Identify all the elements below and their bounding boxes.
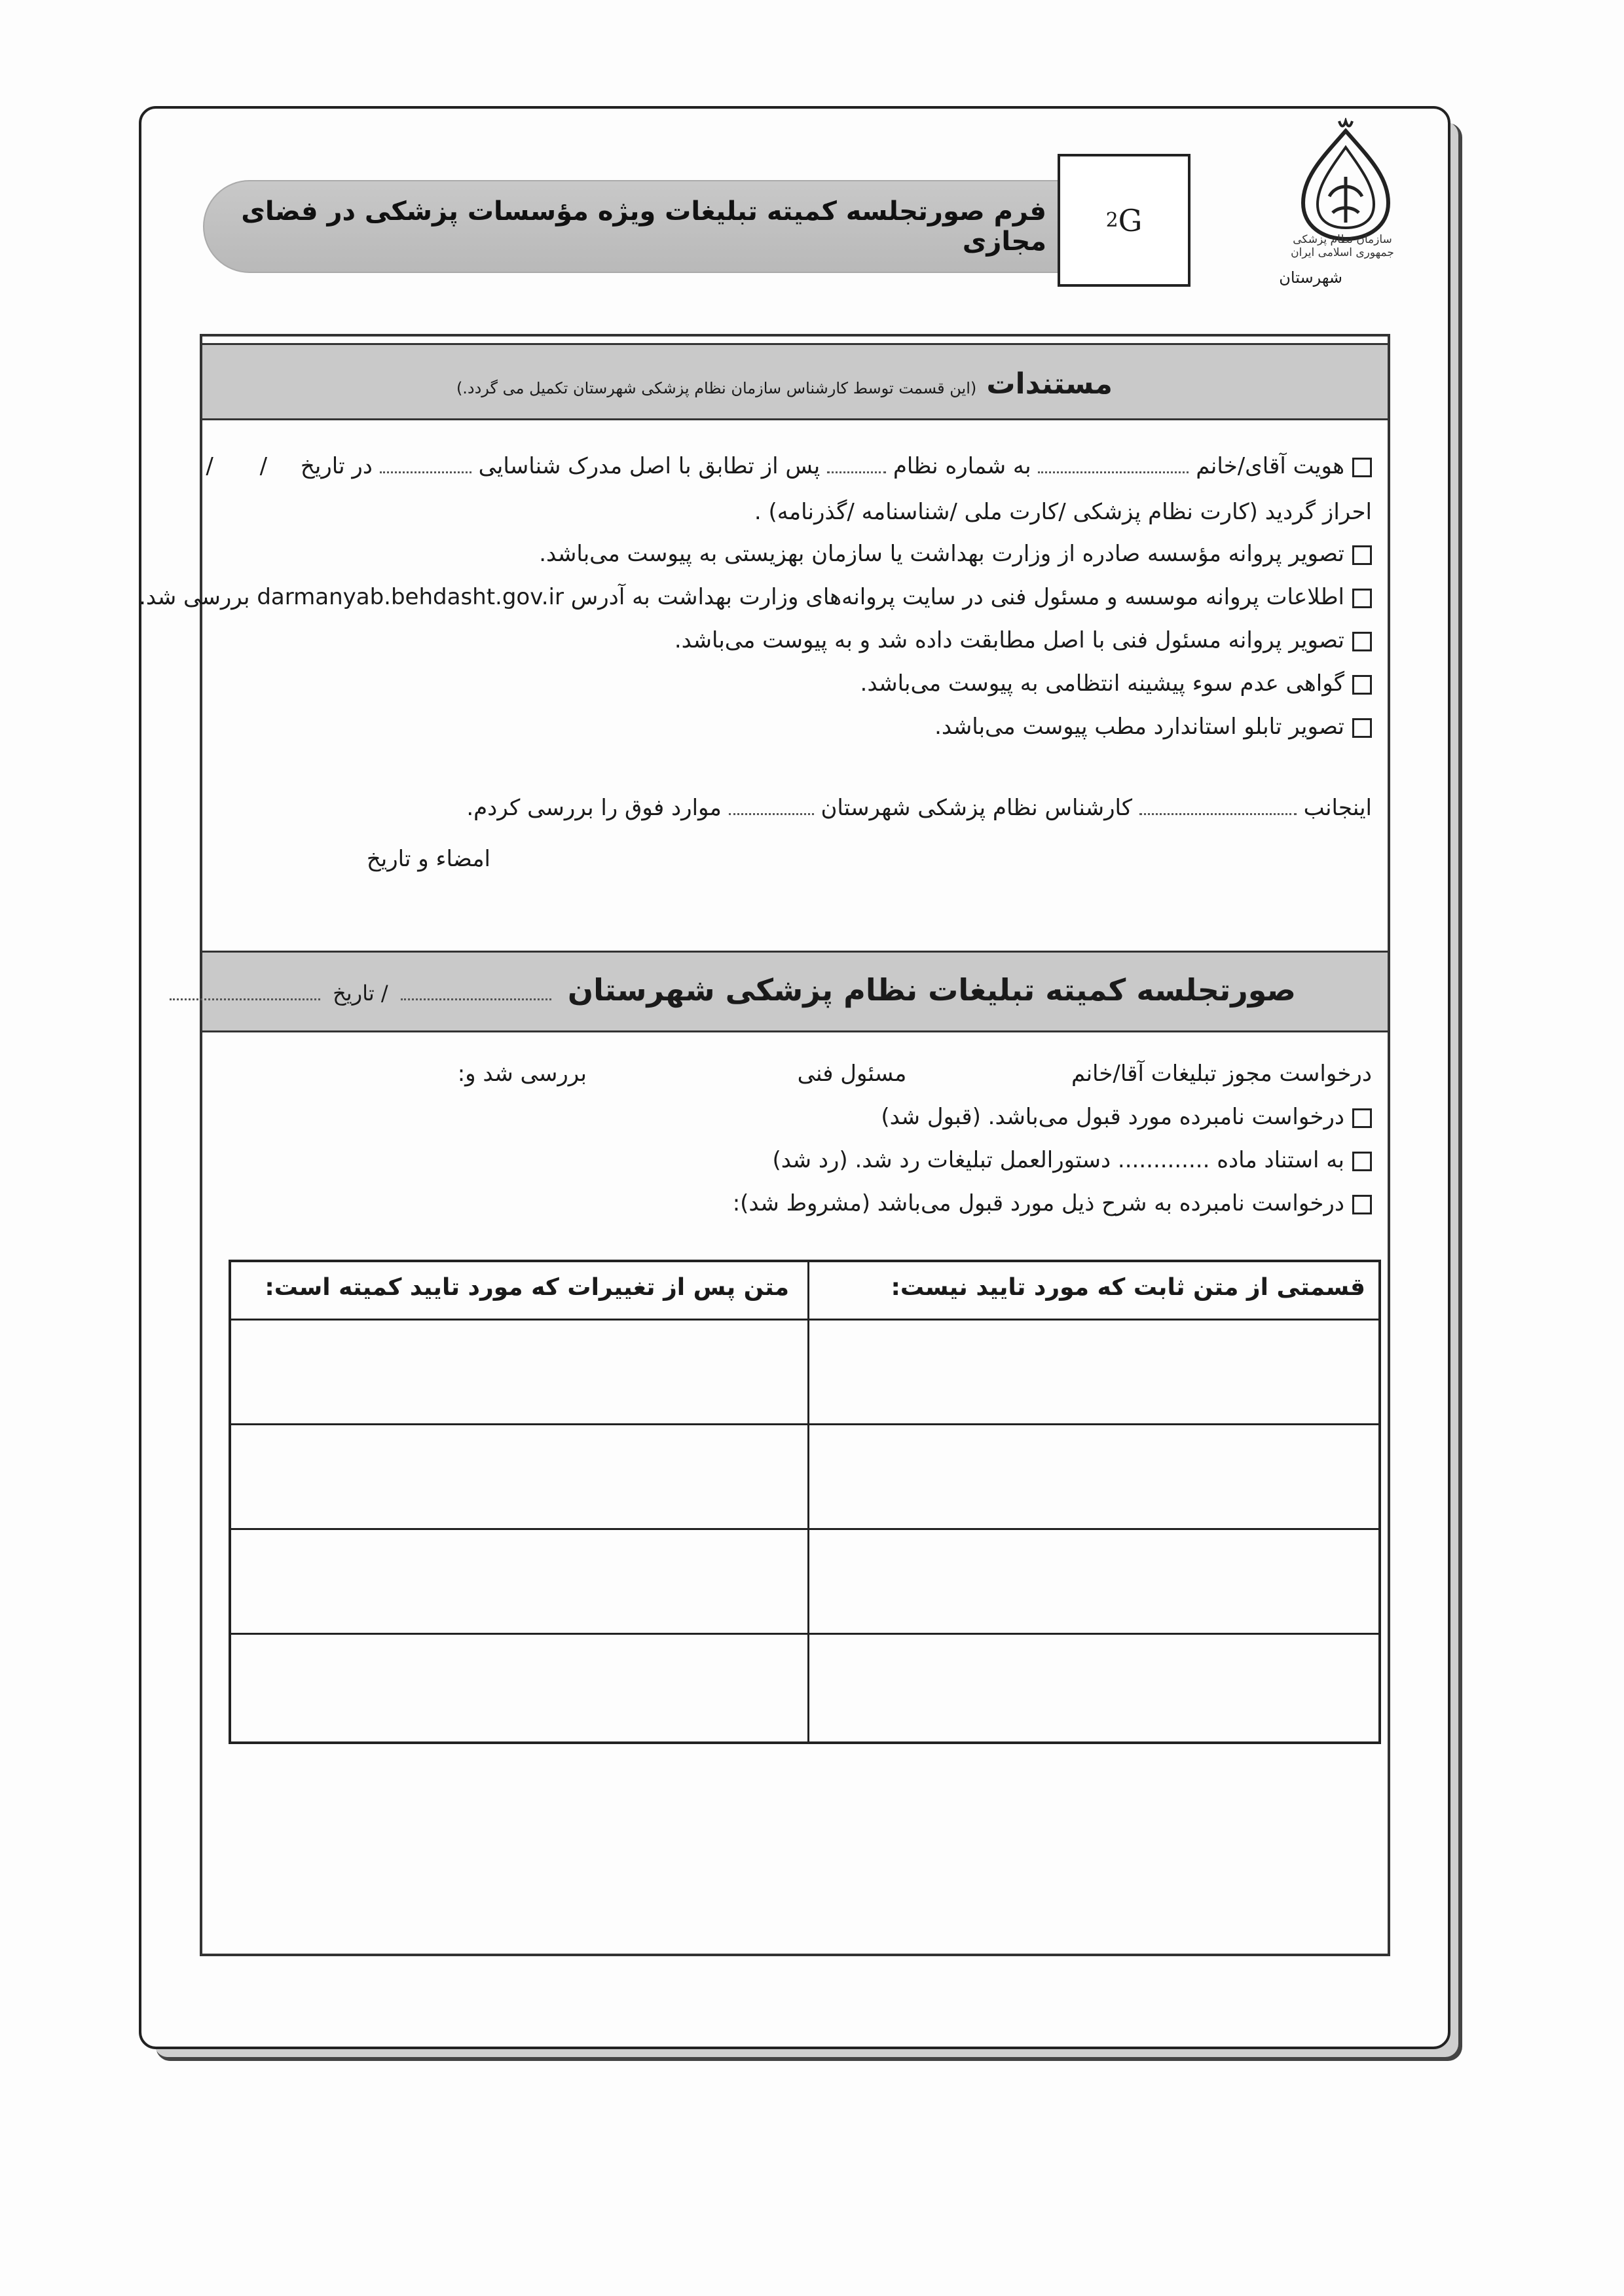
doc-item-2: [139, 584, 1372, 610]
minutes-heading: صورتجلسه کمیته تبلیغات نظام پزشکی شهرستان: [567, 972, 1296, 1008]
option-rejected-label: به استناد ماده ............. دستورالعمل تبلیغات رد شد. (رد شد): [772, 1147, 1344, 1173]
reviewed-label: موارد فوق را بررسی کردم.: [466, 795, 722, 821]
undersigned-label: اینجانب: [1303, 795, 1372, 821]
table-row-divider: [231, 1528, 1378, 1530]
table-row-divider: [231, 1633, 1378, 1635]
date-sep-1: /: [259, 453, 268, 479]
table-row-divider: [231, 1423, 1378, 1425]
logo-caption: سازمان نظام پزشکی جمهوری اسلامی ایران: [1291, 233, 1394, 259]
reviewed-result-label: بررسی شد و:: [457, 1061, 587, 1087]
system-number-blank[interactable]: [827, 466, 886, 473]
undersigned-blank[interactable]: [1139, 808, 1297, 815]
match-label: پس از تطابق با اصل مدرک شناسایی: [478, 453, 821, 479]
form-code-box: [1058, 154, 1190, 287]
doc-item-1-checkbox[interactable]: [1352, 545, 1372, 565]
option-accepted: [881, 1104, 1372, 1130]
documents-heading: مستندات: [986, 367, 1113, 401]
document-blank[interactable]: [380, 466, 471, 473]
date-label: در تاریخ: [300, 453, 373, 479]
signature-label: امضاء و تاریخ: [366, 846, 490, 872]
request-label: درخواست مجوز تبلیغات آقا/خانم: [1071, 1061, 1372, 1087]
doc-item-2-label: اطلاعات پروانه موسسه و مسئول فنی در سایت پروانه‌های وزارت بهداشت به آدرس darmanyab.behdasht.gov.ir بررسی شد.: [139, 584, 1344, 610]
documents-section-header: [202, 343, 1388, 420]
form-title-bar: [203, 180, 1166, 273]
identity-line-2: احراز گردید (کارت نظام پزشکی /کارت ملی /شناسنامه /گذرنامه) .: [754, 499, 1372, 525]
minutes-city-blank[interactable]: [401, 993, 551, 1000]
form-code-sub: 2: [1105, 209, 1118, 232]
form-code: G: [1118, 202, 1143, 238]
documents-note: (این قسمت توسط کارشناس سازمان نظام پزشکی شهرستان تکمیل می گردد.): [456, 379, 977, 397]
table-column-divider: [807, 1262, 809, 1741]
table-header-approved-text: متن پس از تغییرات که مورد تایید کمیته است:: [265, 1274, 789, 1301]
doc-item-3-checkbox[interactable]: [1352, 632, 1372, 651]
minutes-date-blank[interactable]: [170, 993, 320, 1000]
doc-item-5-checkbox[interactable]: [1352, 718, 1372, 738]
doc-item-4-label: گواهی عدم سوء پیشینه انتظامی به پیوست می‌باشد.: [860, 670, 1344, 697]
option-rejected-checkbox[interactable]: [1352, 1152, 1372, 1171]
identity-checkbox[interactable]: [1352, 458, 1372, 477]
option-conditional-label: درخواست نامبرده به شرح ذیل مورد قبول می‌باشد (مشروط شد):: [732, 1190, 1344, 1216]
date-sep-2: /: [206, 453, 213, 479]
doc-item-4-checkbox[interactable]: [1352, 675, 1372, 695]
doc-item-1: [539, 541, 1372, 567]
option-accepted-label: درخواست نامبرده مورد قبول می‌باشد. (قبول شد): [881, 1104, 1344, 1130]
option-conditional-checkbox[interactable]: [1352, 1195, 1372, 1214]
minutes-date-label: / تاریخ: [333, 981, 388, 1006]
minutes-section-header: [202, 951, 1388, 1032]
system-number-label: به شماره نظام: [893, 453, 1031, 479]
doc-item-3-label: تصویر پروانه مسئول فنی با اصل مطابقت داده شد و به پیوست می‌باشد.: [674, 627, 1344, 653]
doc-item-1-label: تصویر پروانه مؤسسه صادره از وزارت بهداشت یا سازمان بهزیستی به پیوست می‌باشد.: [539, 541, 1344, 567]
table-header-rejected-text: قسمتی از متن ثابت که مورد تایید نیست:: [891, 1274, 1365, 1301]
doc-item-2-checkbox[interactable]: [1352, 589, 1372, 608]
doc-item-4: [860, 670, 1372, 697]
identity-line: [206, 453, 1372, 479]
content-frame: [139, 334, 1390, 1956]
form-title: فرم صورتجلسه کمیته تبلیغات ویژه مؤسسات پزشکی در فضای مجازی: [241, 196, 1046, 257]
changes-table: [229, 1260, 1381, 1744]
city-label: شهرستان: [1279, 268, 1342, 287]
option-rejected: [772, 1147, 1372, 1173]
declaration-line: [466, 795, 1372, 821]
name-blank[interactable]: [1038, 466, 1189, 473]
identity-prefix: هویت آقای/خانم: [1196, 453, 1344, 479]
technical-label: مسئول فنی: [797, 1061, 907, 1087]
expert-label: کارشناس نظام پزشکی شهرستان: [821, 795, 1133, 821]
doc-item-3: [674, 627, 1372, 653]
option-conditional: [733, 1190, 1372, 1216]
table-row-divider: [231, 1319, 1378, 1321]
city-blank[interactable]: [729, 808, 814, 815]
request-line: [458, 1061, 1372, 1087]
option-accepted-checkbox[interactable]: [1352, 1108, 1372, 1128]
doc-item-5: [934, 714, 1372, 740]
doc-item-5-label: تصویر تابلو استاندارد مطب پیوست می‌باشد.: [934, 714, 1344, 740]
